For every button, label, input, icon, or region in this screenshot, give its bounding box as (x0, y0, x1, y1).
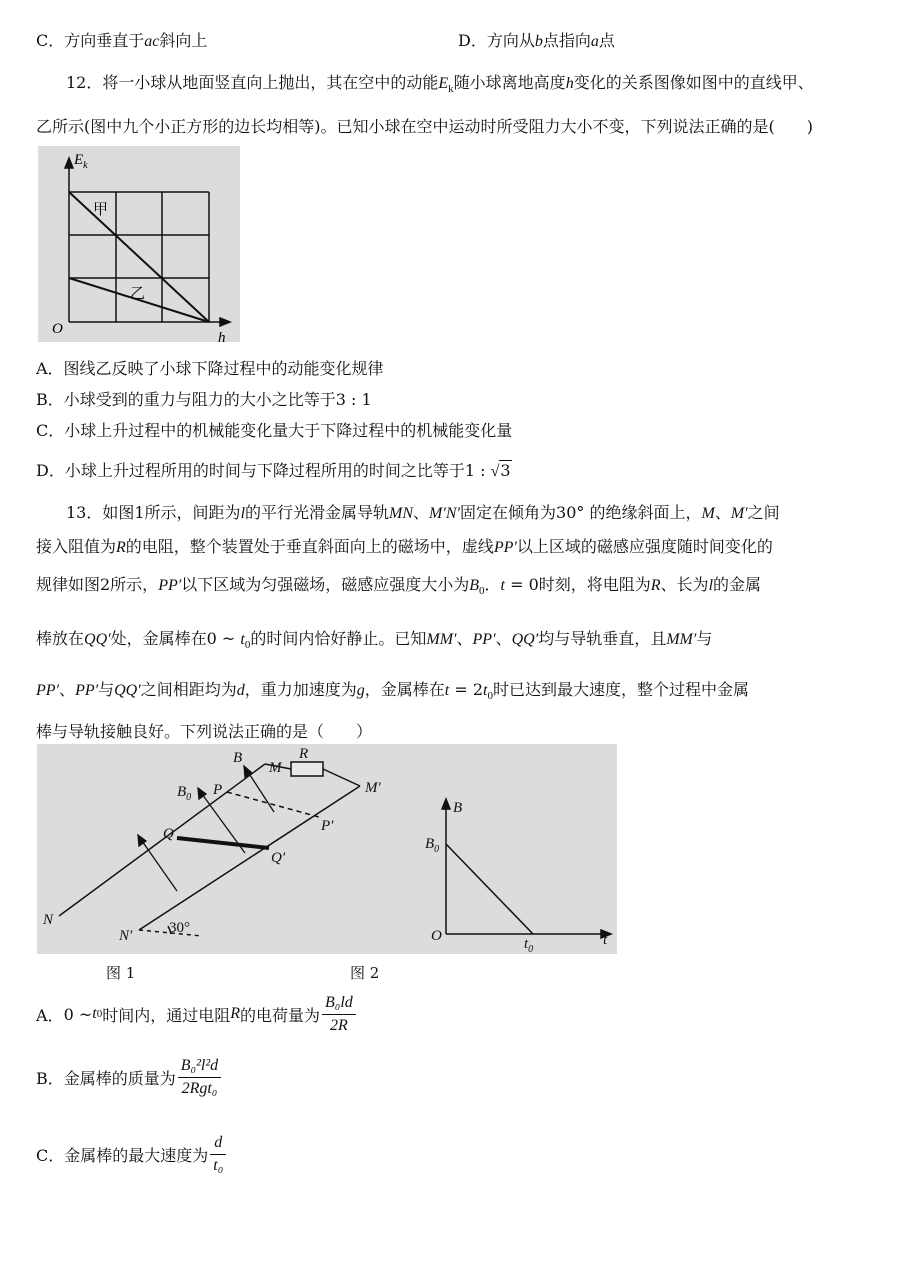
q13-fig1-label-p: P (213, 782, 223, 798)
q12-line1: 12．将一小球从地面竖直向上抛出，其在空中的动能$E_k$随小球离地高度h变化的关系图像如图中的直线甲、 (66, 73, 814, 95)
q12-line-yi-label: 乙 (130, 286, 146, 302)
q13-fig1-label-mp: M′ (365, 780, 381, 796)
q13-line1: 13．如图1所示，间距为l的平行光滑金属导轨MN、M′N′固定在倾角为30° 的绝缘斜面上，M、M′之间 (66, 503, 780, 522)
q12-line-jia-label: 甲 (93, 202, 109, 218)
q13-option-b-fraction: $\frac{\text{B₀²l²d}}{\text{2Rgt₀}}$ (178, 1056, 221, 1099)
q13-fig1-label-r: R (299, 746, 309, 762)
q12-ek-label: $E_k$ (74, 152, 88, 171)
q12-h-label: h (218, 330, 226, 342)
q12-option-c: C．小球上升过程中的机械能变化量大于下降过程中的机械能变化量 (36, 421, 513, 440)
q13-fig1-caption: 图 1 (106, 964, 136, 982)
q13-fig2-label-b0: $B_0$ (425, 836, 440, 855)
q13-fig1-angle: 30° (169, 920, 190, 936)
q13-fig2-label-b: B (453, 800, 463, 816)
q13-fig2-axes (442, 799, 611, 938)
q13-fig1-label-np: N′ (119, 928, 133, 944)
q13-fig1-field-arrows (138, 766, 274, 891)
q13-line6: 棒与导轨接触良好。下列说法正确的是（ ） (36, 722, 373, 741)
q12-option-b: B．小球受到的重力与阻力的大小之比等于3 : 1 (36, 390, 372, 409)
q12-origin-label: O (52, 321, 63, 337)
q13-line5: PP′、PP′与QQ′之间相距均为d，重力加速度为g，金属棒在$t = 2t_0$时已达到最大速度，整个过程中金属 (36, 680, 749, 702)
q13-fig2-label-t: t (603, 932, 608, 948)
q12-figure (38, 146, 240, 342)
q13-fig1-label-m: M (269, 760, 282, 776)
q13-fig1-label-n: N (43, 912, 54, 928)
q13-fig2-label-o: O (431, 928, 442, 944)
q13-line2: 接入阻值为R的电阻，整个装置处于垂直斜面向上的磁场中，虚线PP′以上区域的磁感应强度随时间变化的 (36, 537, 773, 556)
q13-line3: 规律如图2所示，PP′以下区域为匀强磁场，磁感应强度大小为$B_0$．t = 0时刻，将电阻为R、长为l的金属 (36, 575, 762, 597)
q13-option-a-fraction: $\frac{\text{B₀ld}}{2R}$ (322, 993, 356, 1036)
prev-option-d: D．方向从b点指向a点 (458, 31, 615, 50)
q13-fig1-label-q: Q (163, 826, 174, 842)
q13-line4: 棒放在QQ′处，金属棒在0 ~ $t_0$的时间内恰好静止。已知MM′、PP′、QQ′均与导轨垂直，且MM′与 (36, 629, 713, 651)
q13-option-b: B．金属棒的质量为 $\frac{\text{B₀²l²d}}{\text{2Rgt₀}}$ (36, 1050, 221, 1104)
q13-metal-rod (177, 838, 269, 848)
q13-option-c: C．金属棒的最大速度为 $\frac{d}{\text{t₀}}$ (36, 1127, 226, 1181)
q13-fig1-rails (59, 762, 360, 936)
prev-option-c: C．方向垂直于ac斜向上 (36, 31, 208, 50)
q12-line2: 乙所示(图中九个小正方形的边长均相等)。已知小球在空中运动时所受阻力大小不变，下列说法正确的是( ) (36, 117, 813, 136)
q13-fig1-label-pp: P′ (321, 818, 334, 834)
q12-option-d: D．小球上升过程所用的时间与下降过程所用的时间之比等于1 : √3 (36, 461, 511, 480)
q13-figure-panel (37, 744, 617, 954)
q13-option-a: A． 0 ~ t 0 时间内，通过电阻 R 的电荷量为 $\frac{\text{B₀ld}}{2R}$ (36, 987, 356, 1041)
q13-fig1-label-b0: $B_0$ (177, 784, 192, 803)
q12-sqrt-three: 3 (500, 461, 511, 480)
q13-fig1-label-qp: Q′ (271, 850, 286, 866)
q13-option-c-fraction: $\frac{d}{\text{t₀}}$ (210, 1133, 226, 1176)
q12-option-a: A．图线乙反映了小球下降过程中的动能变化规律 (36, 359, 384, 378)
q13-fig1-label-b: B (233, 750, 243, 766)
q13-fig2-label-t0: $t_0$ (524, 936, 534, 954)
q13-fig2-caption: 图 2 (350, 964, 380, 982)
